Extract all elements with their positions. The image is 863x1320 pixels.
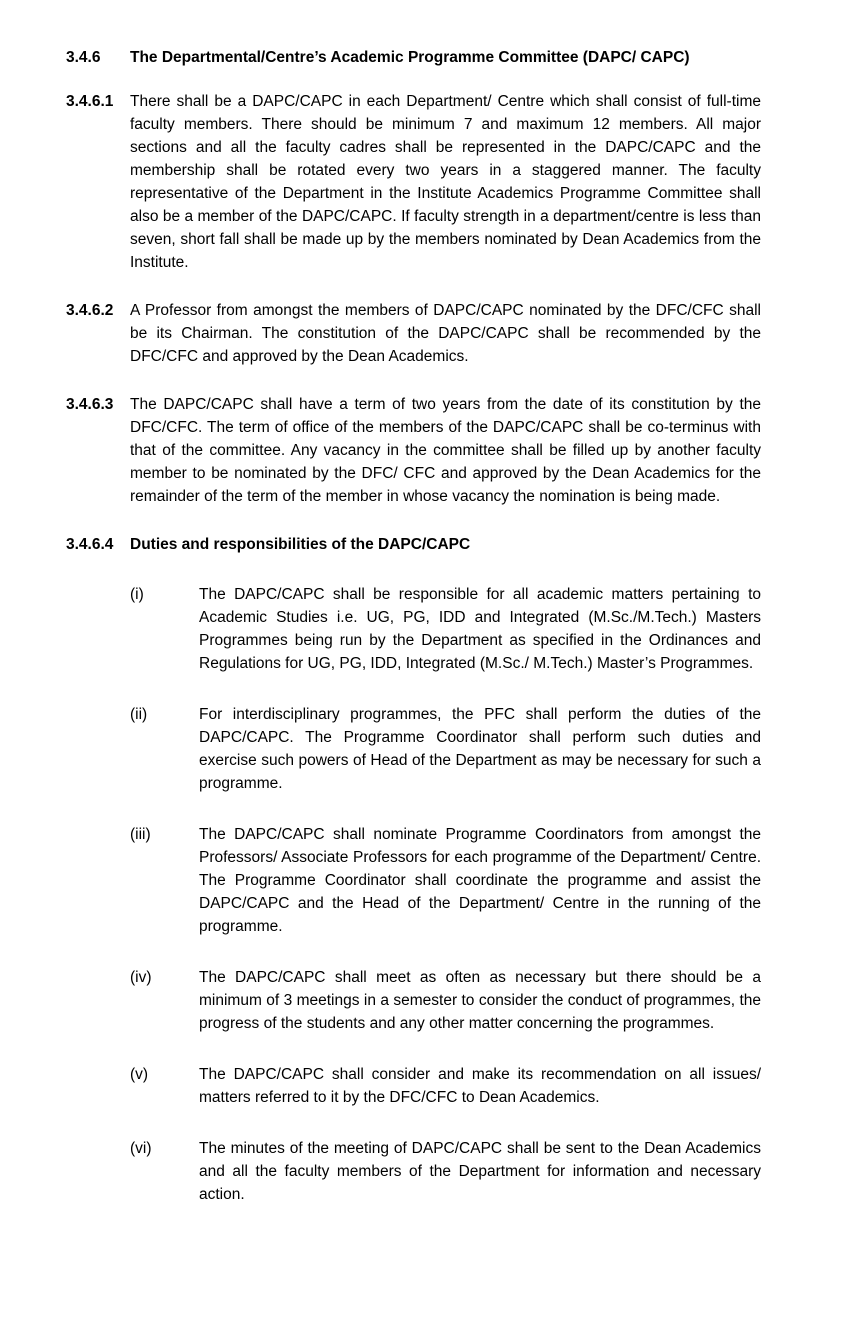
item-text: The minutes of the meeting of DAPC/CAPC shall be sent to the Dean Academics and all the faculty members of the Department for information and necessary action. bbox=[199, 1140, 761, 1203]
item-text: The DAPC/CAPC shall meet as often as necessary but there should be a minimum of 3 meetings in a semester to consider the conduct of programmes, the progress of the students and any other matter concerning the programmes. bbox=[199, 969, 761, 1032]
duties-heading bbox=[66, 533, 761, 556]
item-marker: (ii) bbox=[130, 706, 148, 723]
item-marker: (vi) bbox=[130, 1140, 152, 1157]
section-text: A Professor from amongst the members of DAPC/CAPC nominated by the DFC/CFC shall be its Chairman. The constitution of the DAPC/CAPC shall be recommended by the DFC/CFC and approved by the Dean Academics. bbox=[130, 302, 761, 365]
section-text: The DAPC/CAPC shall have a term of two years from the date of its constitution by the DFC/CFC. The term of office of the members of the DAPC/CAPC shall be co-terminus with that of the committee. Any vacancy in the committee shall be filled up by another faculty member to be nominated by the DFC/ CFC and approved by the Dean Academics for the remainder of the term of the member in whose vacancy the nomination is being made. bbox=[130, 396, 761, 505]
item-marker: (i) bbox=[130, 586, 144, 603]
item-marker: (iv) bbox=[130, 969, 152, 986]
section-paragraph bbox=[66, 299, 761, 368]
item-text: The DAPC/CAPC shall nominate Programme Coordinators from amongst the Professors/ Associate Professors for each programme of the Department/ Centre. The Programme Coordinator shall coordinate the programme and assist the DAPC/CAPC and the Head of the Department/ Centre in the running of the programme. bbox=[199, 826, 761, 935]
duty-item bbox=[130, 703, 761, 795]
item-marker: (iii) bbox=[130, 826, 151, 843]
item-text: The DAPC/CAPC shall be responsible for all academic matters pertaining to Academic Studies i.e. UG, PG, IDD and Integrated (M.Sc./M.Tech.) Masters Programmes being run by the Department as specified in the Ordinances and Regulations for UG, PG, IDD, Integrated (M.Sc./ M.Tech.) Master’s Programmes. bbox=[199, 586, 761, 672]
section-paragraph bbox=[66, 393, 761, 508]
duty-item bbox=[130, 1063, 761, 1109]
duty-item bbox=[130, 1137, 761, 1206]
main-heading bbox=[66, 46, 761, 69]
section-text: There shall be a DAPC/CAPC in each Department/ Centre which shall consist of full-time faculty members. There should be minimum 7 and maximum 12 members. All major sections and all the faculty cadres shall be represented in the DAPC/CAPC and the membership shall be rotated every two years in a staggered manner. The faculty representative of the Department in the Institute Academics Programme Committee shall also be a member of the DAPC/CAPC. If faculty strength in a department/centre is less than seven, short fall shall be made up by the members nominated by Dean Academics from the Institute. bbox=[130, 93, 761, 271]
main-heading-title: The Departmental/Centre’s Academic Programme Committee (DAPC/ CAPC) bbox=[130, 49, 690, 66]
section-paragraph bbox=[66, 90, 761, 274]
section-number: 3.4.6.3 bbox=[66, 396, 114, 413]
duty-item bbox=[130, 823, 761, 938]
item-text: For interdisciplinary programmes, the PFC shall perform the duties of the DAPC/CAPC. The Programme Coordinator shall perform such duties and exercise such powers of Head of the Department as may be necessary for such a programme. bbox=[199, 706, 761, 792]
item-marker: (v) bbox=[130, 1066, 149, 1083]
section-number: 3.4.6.1 bbox=[66, 93, 114, 110]
duties-heading-title: Duties and responsibilities of the DAPC/CAPC bbox=[130, 536, 471, 553]
duty-item bbox=[130, 583, 761, 675]
duties-heading-number: 3.4.6.4 bbox=[66, 536, 114, 553]
duty-item bbox=[130, 966, 761, 1035]
item-text: The DAPC/CAPC shall consider and make its recommendation on all issues/ matters referred to it by the DFC/CFC to Dean Academics. bbox=[199, 1066, 761, 1106]
section-number: 3.4.6.2 bbox=[66, 302, 114, 319]
main-heading-number: 3.4.6 bbox=[66, 49, 101, 66]
